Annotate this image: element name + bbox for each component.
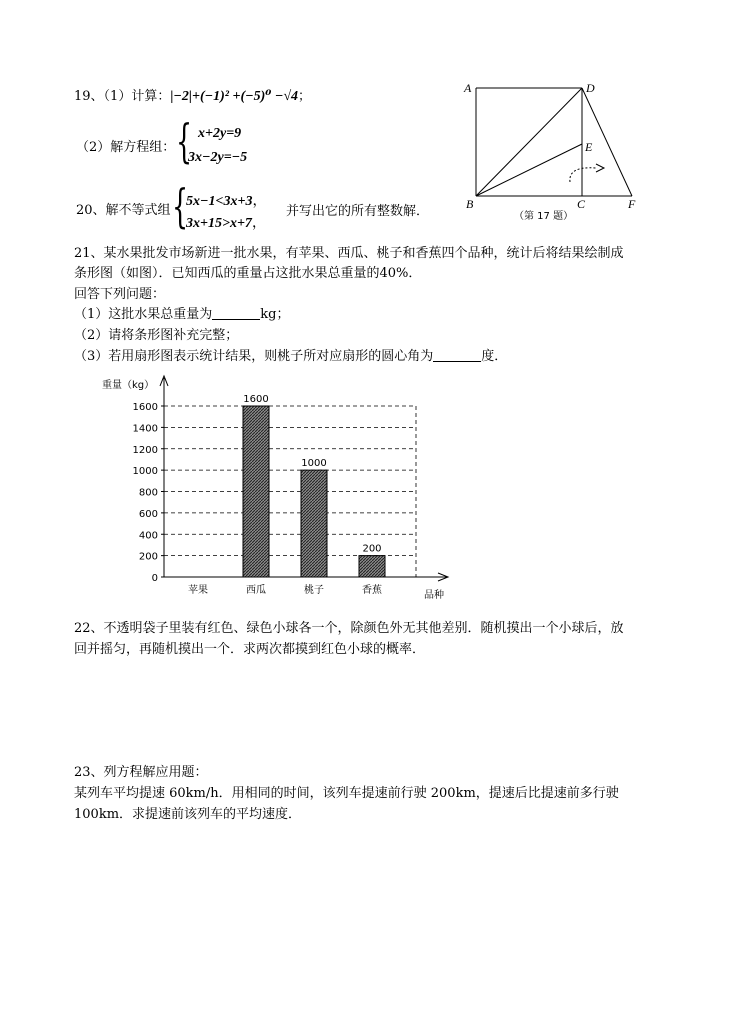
category-label: 香蕉: [362, 585, 382, 596]
q20-separator-1: ，: [252, 194, 267, 209]
q20-tail: 并写出它的所有整数解．: [286, 204, 430, 219]
q20-label: 20、解不等式组: [76, 203, 171, 218]
q23-line-2: 某列车平均提速 60km/h．用相同的时间，该列车提速前行驶 200km，提速后比提速前多行驶: [74, 786, 619, 801]
category-label: 桃子: [304, 585, 324, 596]
figure-17: [456, 80, 656, 220]
x-axis-title: 品种: [424, 590, 444, 601]
answer-blank-total-weight[interactable]: [212, 307, 260, 320]
q19-equation-2: 3x−2y=−5: [188, 150, 248, 165]
q21-sub-3-text: （3）若用扇形图表示统计结果，则桃子所对应扇形的圆心角为: [74, 349, 434, 364]
category-label: 西瓜: [246, 585, 266, 596]
bar-value-label: 200: [362, 543, 382, 555]
figure-17-caption: （第 17 题）: [514, 211, 574, 220]
segment-BE: [476, 144, 582, 196]
q22-line-2: 回并摇匀，再随机摸出一个．求两次都摸到红色小球的概率．: [74, 642, 426, 657]
q19-part1-expression: |−2|+(−1)² +(−5)⁰ −√4: [170, 89, 299, 104]
y-tick-label: 1400: [132, 423, 158, 435]
bar-value-label: 1600: [243, 394, 269, 405]
q21-sub-1-text: （1）这批水果总重量为: [74, 307, 213, 322]
q20-system-brace: {: [172, 179, 189, 233]
q21-line-3: 回答下列问题：: [74, 287, 166, 302]
q20-inequality-1: [186, 190, 266, 210]
rotation-arrowhead: [596, 164, 604, 172]
q20-inequality-2-text: 3x+15>x+7: [186, 216, 252, 231]
bar: [301, 470, 327, 577]
q20-separator-2: ，: [251, 216, 266, 231]
q21-line-2: 条形图（如图）．已知西瓜的重量占这批水果总重量的40%．: [74, 266, 422, 281]
y-axis-title: 重量（kg）: [102, 380, 155, 391]
q19-part1: [74, 88, 311, 106]
answer-blank-angle[interactable]: [433, 349, 481, 362]
y-tick-label: 200: [138, 551, 158, 563]
q22-line-1: 22、不透明袋子里装有红色、绿色小球各一个，除颜色外无其他差别．随机摸出一个小球后，放: [74, 621, 624, 636]
q19-part1-end: ；: [298, 89, 312, 104]
q19-equation-1: x+2y=9: [198, 126, 242, 141]
y-tick-label: 1000: [132, 466, 158, 478]
bar-chart: [96, 372, 476, 602]
segment-BD: [476, 88, 582, 196]
y-tick-label: 600: [138, 508, 158, 520]
rotation-arrow: [570, 168, 596, 182]
q20-inequality-1-text: 5x−1<3x+3: [186, 194, 253, 209]
q21-sub-1-unit: kg；: [260, 307, 290, 322]
y-tick-label: 1600: [132, 402, 158, 413]
y-tick-label: 1200: [132, 444, 158, 456]
point-F-label: F: [628, 197, 636, 211]
q21-sub-1: [74, 306, 289, 324]
point-A-label: A: [464, 81, 472, 95]
q21-sub-3: [74, 348, 507, 366]
point-C-label: C: [577, 197, 586, 211]
q19-system-brace: {: [176, 114, 193, 168]
y-tick-label: 400: [138, 530, 158, 542]
q21-sub-2: （2）请将条形图补充完整；: [74, 328, 239, 343]
point-D-label: D: [586, 81, 595, 95]
q21-line-1: 21、某水果批发市场新进一批水果，有苹果、西瓜、桃子和香蕉四个品种，统计后将结果绘制成: [74, 246, 624, 261]
y-tick-label: 0: [151, 573, 158, 584]
point-B-label: B: [466, 197, 474, 211]
q19-part1-label: 19、（1）计算：: [74, 89, 171, 104]
q23-line-1: 23、列方程解应用题：: [74, 765, 208, 780]
q19-part2-label: （2）解方程组：: [76, 140, 176, 155]
q20-inequality-2: [186, 212, 266, 232]
y-tick-label: 800: [138, 487, 158, 499]
bar-value-label: 1000: [301, 458, 327, 470]
bar: [243, 406, 269, 577]
point-E-label: E: [585, 140, 593, 154]
q23-line-3: 100km．求提速前该列车的平均速度．: [74, 807, 302, 822]
q21-sub-3-unit: 度．: [481, 349, 508, 364]
bar: [359, 556, 385, 577]
category-label: 苹果: [188, 585, 208, 596]
